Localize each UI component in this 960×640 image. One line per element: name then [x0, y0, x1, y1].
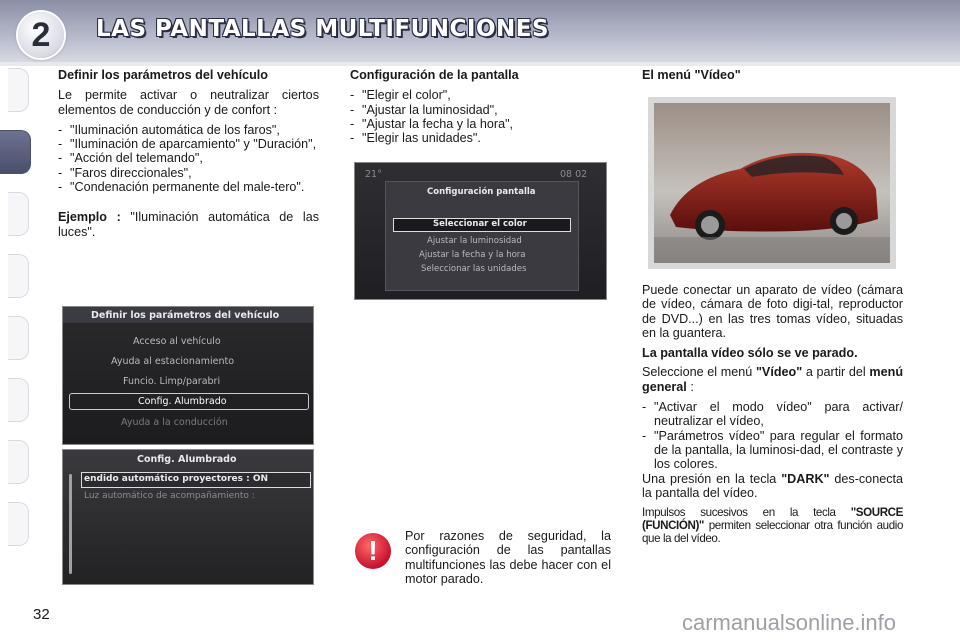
display-config-list [350, 88, 610, 145]
dark-key-label: "DARK" [781, 471, 830, 486]
example-paragraph [58, 210, 319, 239]
chapter-tab-7[interactable] [8, 440, 29, 484]
screen-menu-item-selected: endido automático proyectores : ON [84, 474, 269, 484]
video-select-paragraph [642, 365, 903, 394]
select-text: Seleccione el menú [642, 365, 753, 380]
example-label: Ejemplo : [58, 210, 121, 225]
vehicle-parameters-screen [62, 306, 314, 445]
display-config-screen [354, 162, 607, 300]
video-intro-paragraph: Puede conectar un aparato de vídeo (cámara de vídeo, cámara de foto digi-tal, reproductor de DVD...) en las tres tomas vídeo, situadas en la guantera. [642, 283, 903, 340]
section-heading: El menú "Vídeo" [642, 68, 741, 82]
dark-text: Una presión en la tecla [642, 471, 777, 486]
list-item: - "Ajustar la luminosidad", [350, 103, 610, 117]
vehicle-parameter-list [58, 123, 319, 194]
screen-menu-item: Acceso al vehículo [133, 336, 221, 347]
list-item: - "Elegir las unidades". [350, 131, 610, 145]
chapter-tab-2-active[interactable] [0, 130, 31, 174]
column-video-menu [642, 68, 903, 88]
select-text: a partir del [805, 365, 866, 380]
screen-menu-item: Funcio. Limp/parabri [123, 376, 221, 387]
section-heading: Configuración de la pantalla [350, 68, 519, 82]
chapter-tab-1[interactable] [8, 68, 29, 112]
dark-key-paragraph [642, 472, 903, 501]
video-menu-label: "Vídeo" [755, 365, 803, 380]
screen-date: 08 02 [560, 169, 588, 180]
video-options-list [642, 400, 903, 471]
example-text: "Iluminación automática de las luces". [58, 210, 319, 239]
list-item: - "Elegir el color", [350, 88, 610, 102]
column-vehicle-parameters [58, 68, 319, 239]
list-item: - "Iluminación de aparcamiento" y "Duración", [58, 137, 319, 151]
watermark: carmanualsonline.info [682, 610, 897, 635]
screen-menu-item: Ajustar la fecha y la hora [419, 250, 526, 260]
lighting-config-screen [62, 449, 314, 585]
section-heading: Definir los parámetros del vehículo [58, 68, 268, 82]
list-item: - "Acción del telemando", [58, 151, 319, 165]
screen-temperature: 21° [365, 169, 382, 180]
warning-icon: ! [355, 533, 391, 569]
screen-menu-item: Seleccionar las unidades [421, 264, 527, 274]
video-screen [648, 97, 896, 269]
dark-text: des-conecta la pantalla del vídeo. [642, 471, 903, 500]
screen-scrollbar [69, 474, 72, 574]
intro-paragraph: Le permite activar o neutralizar ciertos elementos de conducción y de confort : [58, 88, 319, 117]
source-key-label: "SOURCE (FUNCIÓN)" [642, 506, 903, 533]
source-text: permiten seleccionar otra función audio que la del vídeo. [642, 519, 903, 546]
screen-menu-item: Luz automático de acompañamiento : [84, 491, 255, 501]
page-title: LAS PANTALLAS MULTIFUNCIONES [96, 16, 550, 42]
select-text: : [690, 379, 694, 394]
screen-menu-item-selected: Config. Alumbrado [138, 396, 227, 407]
screen-menu-item: Ayuda a la conducción [121, 417, 228, 428]
source-key-paragraph [642, 506, 903, 545]
column-display-config [350, 68, 610, 145]
video-subheading: La pantalla vídeo sólo se ve parado. [642, 346, 858, 361]
page-number: 32 [33, 606, 50, 623]
chapter-number: 2 [18, 12, 64, 58]
car-image [648, 97, 896, 269]
list-item: - "Parámetros vídeo" para regular el formato de la pantalla, la luminosi-dad, el contraste y los colores. [642, 429, 903, 472]
list-item: - "Iluminación automática de los faros", [58, 123, 319, 137]
chapter-tab-8[interactable] [8, 502, 29, 546]
list-item: - "Activar el modo vídeo" para activar/ neutralizar el vídeo, [642, 400, 903, 429]
chapter-tab-3[interactable] [8, 192, 29, 236]
chapter-tab-4[interactable] [8, 254, 29, 298]
header-divider [0, 62, 960, 66]
screen-title: Config. Alumbrado [137, 454, 237, 465]
screen-menu-item: Ajustar la luminosidad [427, 236, 522, 246]
screen-title: Configuración pantalla [427, 187, 536, 197]
screen-title: Definir los parámetros del vehículo [91, 310, 280, 321]
list-item: - "Ajustar la fecha y la hora", [350, 117, 610, 131]
screen-menu-item-selected: Seleccionar el color [433, 219, 527, 229]
list-item: - "Faros direccionales", [58, 166, 319, 180]
screen-menu-item: Ayuda al estacionamiento [111, 356, 235, 367]
safety-warning: Por razones de seguridad, la configuración de las pantallas multifunciones las debe hacer con el motor parado. [405, 529, 611, 586]
chapter-tab-6[interactable] [8, 378, 29, 422]
chapter-tabs [0, 62, 36, 572]
source-text: Impulsos sucesivos en la tecla [642, 506, 836, 520]
list-item: - "Condenación permanente del male-tero". [58, 180, 319, 194]
general-menu-label: menú general [642, 365, 904, 394]
chapter-tab-5[interactable] [8, 316, 29, 360]
video-text [642, 283, 903, 545]
